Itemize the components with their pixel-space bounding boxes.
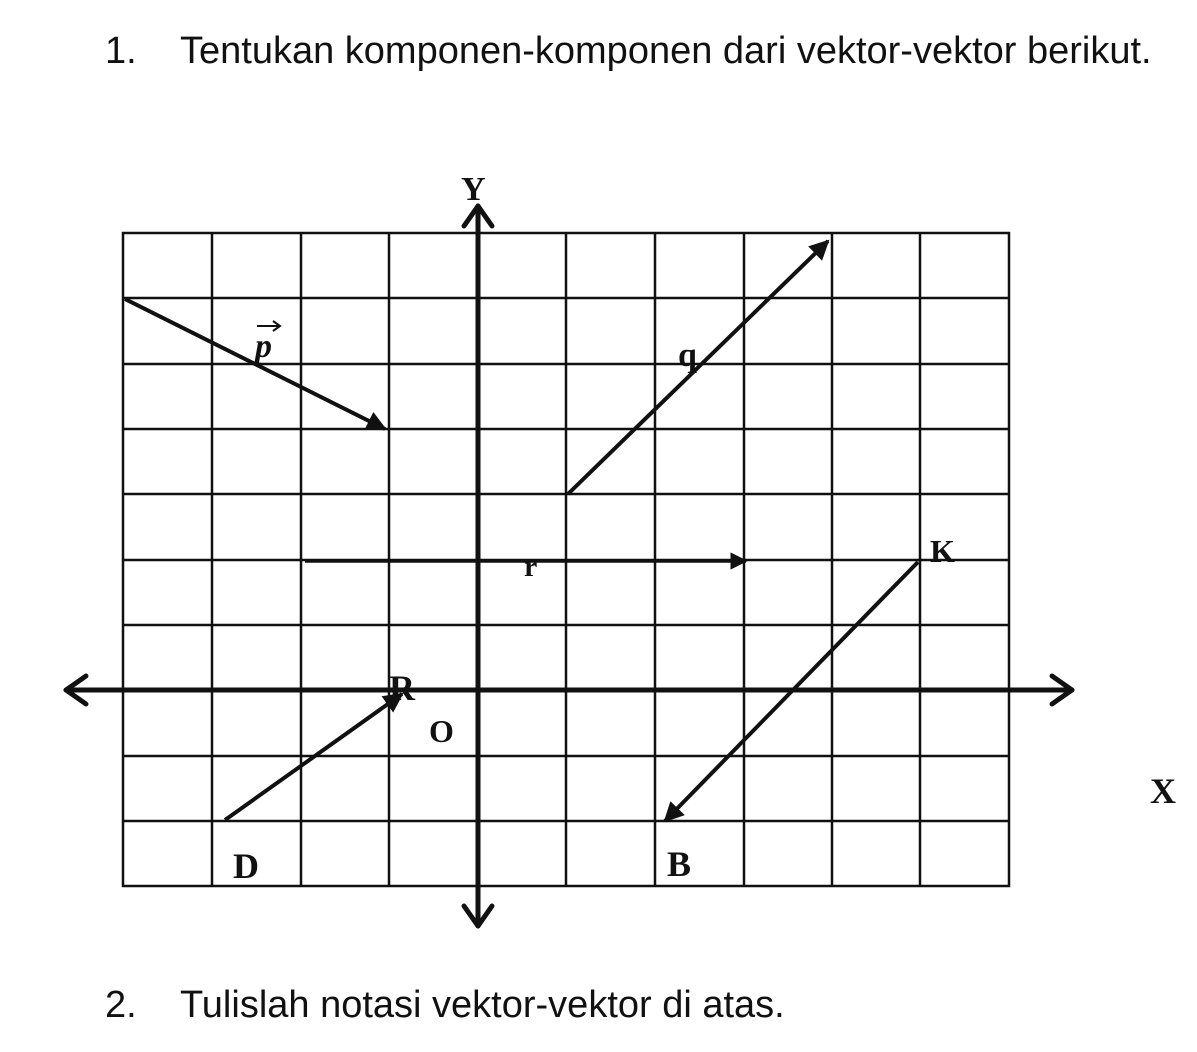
point-D-label: D [233,846,259,886]
vector-p-label: p [255,328,272,365]
x-axis-label: X [1150,771,1176,811]
vector-q-label: q [678,337,697,374]
origin-label: O [429,713,454,749]
point-B-label: B [667,844,692,884]
vector-q [568,241,828,494]
y-axis-label: Y [461,171,486,208]
question-2-number: 2. [105,984,137,1026]
vectors [125,241,918,821]
question-1-number: 1. [105,30,137,72]
question-2-text: Tulislah notasi vektor-vektor di atas. [180,984,785,1026]
question-1-text: Tentukan komponen-komponen dari vektor-vektor berikut. [180,30,1152,72]
point-R-label: R [389,668,415,708]
point-K-label: K [930,533,955,569]
vector-r-label: r [524,550,538,583]
